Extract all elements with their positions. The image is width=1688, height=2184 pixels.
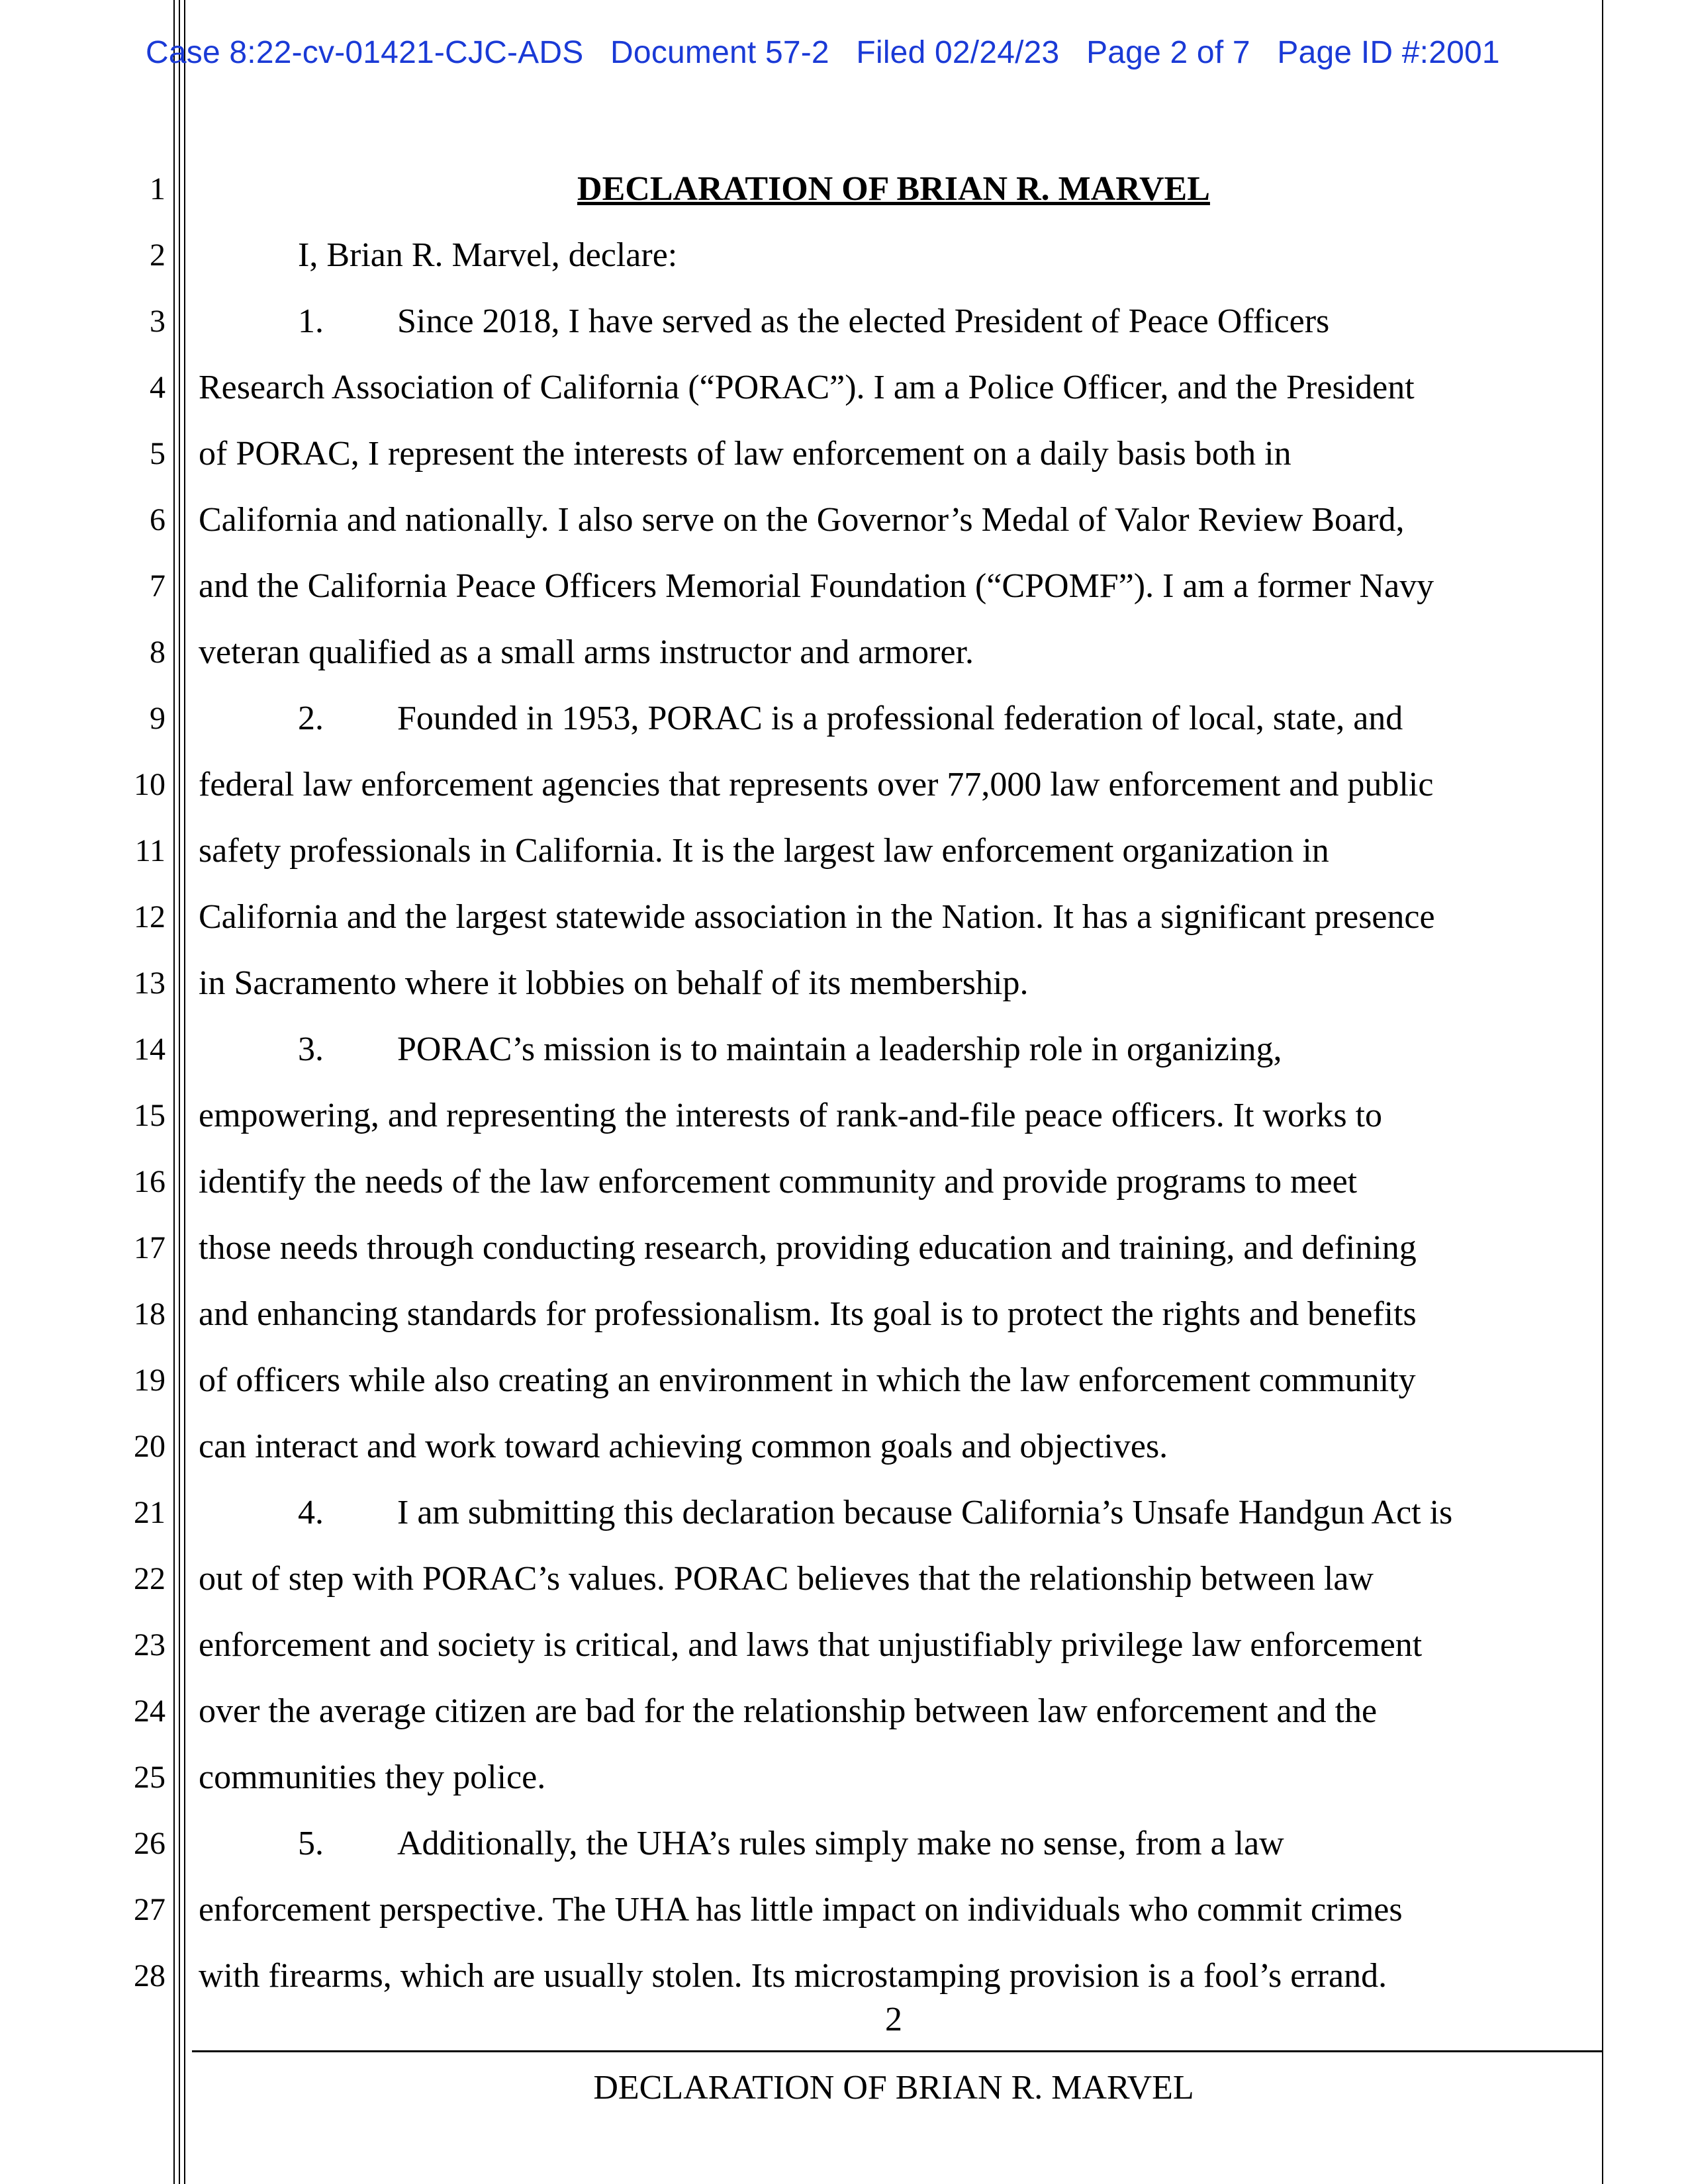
line-number: 4 <box>150 370 165 405</box>
line-number: 21 <box>134 1495 165 1530</box>
text-line: over the average citizen are bad for the relationship between law enforcement and the <box>199 1692 1378 1730</box>
paragraph-number: 2. <box>298 700 324 737</box>
line-number: 2 <box>150 238 165 273</box>
line-number: 15 <box>134 1098 165 1133</box>
text-line: those needs through conducting research, providing education and training, and defining <box>199 1229 1417 1267</box>
line-number: 25 <box>134 1760 165 1795</box>
text-line: enforcement perspective. The UHA has little impact on individuals who commit crimes <box>199 1891 1403 1929</box>
paragraph-number: 5. <box>298 1825 324 1862</box>
text-line: identify the needs of the law enforcement community and provide programs to meet <box>199 1163 1358 1201</box>
left-margin-rule <box>184 0 185 2184</box>
text-line: 5. Additionally, the UHA’s rules simply make no sense, from a law <box>298 1825 1284 1862</box>
line-number: 13 <box>134 966 165 1001</box>
footer-title: DECLARATION OF BRIAN R. MARVEL <box>593 2069 1194 2107</box>
line-number: 24 <box>134 1694 165 1729</box>
text-line: 1. Since 2018, I have served as the elected President of Peace Officers <box>298 302 1330 340</box>
line-number: 6 <box>150 502 165 537</box>
text-line: enforcement and society is critical, and laws that unjustifiably privilege law enforcement <box>199 1626 1423 1664</box>
text-line: of PORAC, I represent the interests of law enforcement on a daily basis both in <box>199 435 1291 473</box>
line-number: 26 <box>134 1826 165 1861</box>
line-number: 8 <box>150 635 165 670</box>
line-number: 1 <box>150 171 165 206</box>
right-margin-rule <box>1602 0 1603 2184</box>
line-number: 16 <box>134 1164 165 1199</box>
line-number: 12 <box>134 899 165 934</box>
line-number: 28 <box>134 1958 165 1993</box>
line-number: 20 <box>134 1429 165 1464</box>
text-line: of officers while also creating an environment in which the law enforcement community <box>199 1361 1416 1399</box>
line-number: 11 <box>134 833 165 868</box>
line-number: 27 <box>134 1892 165 1927</box>
line-number: 23 <box>134 1627 165 1662</box>
document-title: DECLARATION OF BRIAN R. MARVEL <box>577 170 1210 208</box>
line-number: 18 <box>134 1297 165 1332</box>
line-number: 3 <box>150 304 165 339</box>
text-line: and enhancing standards for professionalism. Its goal is to protect the rights and benefits <box>199 1295 1417 1333</box>
text-line: I, Brian R. Marvel, declare: <box>298 236 678 274</box>
text-line: 2. Founded in 1953, PORAC is a professional federation of local, state, and <box>298 700 1403 737</box>
text-line: empowering, and representing the interests of rank-and-file peace officers. It works to <box>199 1097 1383 1134</box>
text-line: 4. I am submitting this declaration because California’s Unsafe Handgun Act is <box>298 1494 1453 1531</box>
text-line: safety professionals in California. It is the largest law enforcement organization in <box>199 832 1329 870</box>
left-margin-rule <box>179 0 180 2184</box>
text-line: Research Association of California (“PORAC”). I am a Police Officer, and the President <box>199 369 1415 406</box>
line-number: 22 <box>134 1561 165 1596</box>
text-line: veteran qualified as a small arms instructor and armorer. <box>199 633 974 671</box>
court-filing-header: Case 8:22-cv-01421-CJC-ADS Document 57-2 Filed 02/24/23 Page 2 of 7 Page ID #:2001 <box>146 35 1500 70</box>
left-margin-rule <box>173 0 175 2184</box>
text-line: with firearms, which are usually stolen. Its microstamping provision is a fool’s errand. <box>199 1957 1387 1995</box>
paragraph-number: 4. <box>298 1494 324 1531</box>
paragraph-number: 3. <box>298 1030 324 1068</box>
text-line: California and nationally. I also serve on the Governor’s Medal of Valor Review Board, <box>199 501 1405 539</box>
page-number: 2 <box>885 2001 902 2038</box>
line-number: 14 <box>134 1032 165 1067</box>
line-number: 7 <box>150 569 165 604</box>
text-line: communities they police. <box>199 1758 546 1796</box>
footer-rule <box>192 2050 1602 2052</box>
line-number: 10 <box>134 767 165 802</box>
text-line: and the California Peace Officers Memorial Foundation (“CPOMF”). I am a former Navy <box>199 567 1434 605</box>
text-line: federal law enforcement agencies that represents over 77,000 law enforcement and public <box>199 766 1434 803</box>
text-line: California and the largest statewide association in the Nation. It has a significant presence <box>199 898 1435 936</box>
text-line: 3. PORAC’s mission is to maintain a leadership role in organizing, <box>298 1030 1282 1068</box>
line-number: 9 <box>150 701 165 736</box>
line-number: 5 <box>150 436 165 471</box>
line-number: 17 <box>134 1230 165 1265</box>
text-line: can interact and work toward achieving common goals and objectives. <box>199 1428 1168 1465</box>
line-number: 19 <box>134 1363 165 1398</box>
text-line: out of step with PORAC’s values. PORAC believes that the relationship between law <box>199 1560 1374 1598</box>
paragraph-number: 1. <box>298 302 324 340</box>
text-line: in Sacramento where it lobbies on behalf of its membership. <box>199 964 1029 1002</box>
